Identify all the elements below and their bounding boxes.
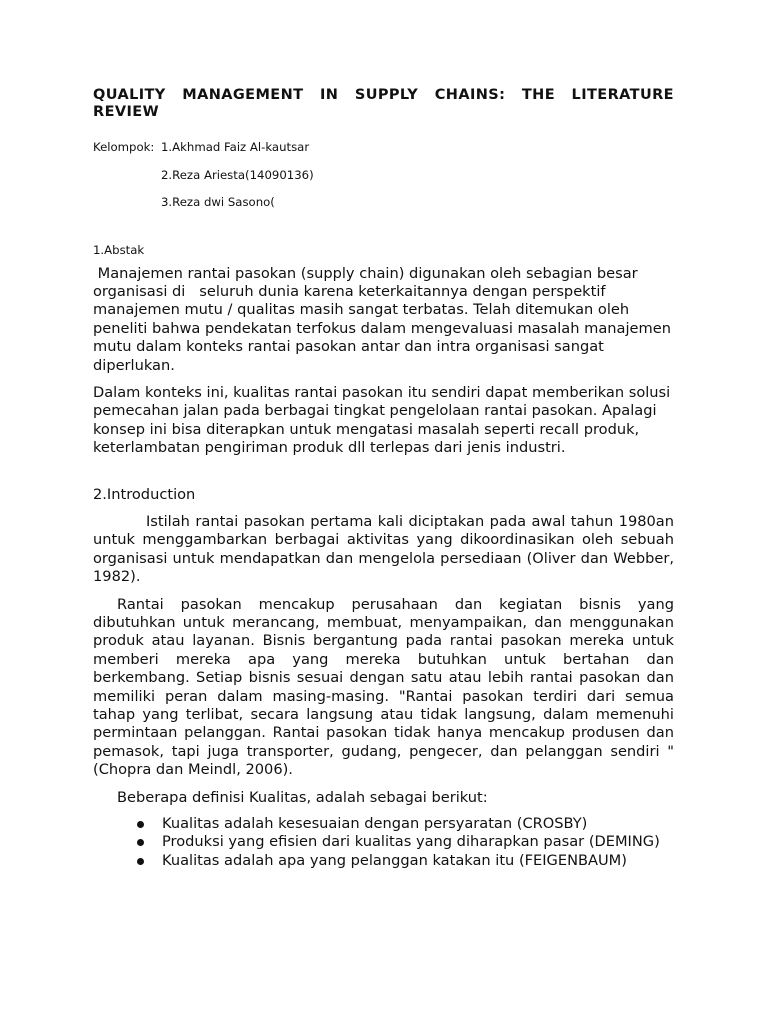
list-item — [93, 852, 674, 870]
author-name: 1.Akhmad Faiz Al-kautsar — [161, 140, 310, 154]
list-item-text: Kualitas adalah apa yang pelanggan katakan itu (FEIGENBAUM) — [162, 851, 627, 869]
author-name: 2.Reza Ariesta(14090136) — [161, 167, 314, 182]
author-row — [93, 195, 674, 223]
list-item — [93, 833, 674, 851]
author-row — [93, 168, 674, 196]
abstract-heading: 1.Abstak — [93, 242, 145, 257]
quality-definitions-list — [93, 815, 674, 870]
list-item — [93, 815, 674, 833]
introduction-paragraph: Beberapa definisi Kualitas, adalah sebagai berikut: — [117, 788, 488, 806]
abstract-paragraph: Dalam konteks ini, kualitas rantai pasokan itu sendiri dapat memberikan solusi pemecahan jalan pada berbagai tingkat pengelolaan rantai pasokan. Apalagi konsep ini bisa diterapkan untuk mengatasi masalah seperti recall produk, keterlambatan pengiriman produk dll terlepas dari jenis industri. — [93, 383, 671, 457]
bullet-icon — [137, 821, 144, 828]
group-label: Kelompok: — [93, 140, 155, 154]
document-title: QUALITY MANAGEMENT IN SUPPLY CHAINS: THE LITERATURE REVIEW — [93, 87, 674, 120]
introduction-paragraph: Istilah rantai pasokan pertama kali diciptakan pada awal tahun 1980an untuk menggambarkan berbagai aktivitas yang dikoordinasikan oleh sebuah organisasi untuk mendapatkan dan mengelola persediaan (Oliver dan Webber, 1982). — [93, 512, 674, 586]
list-item-text: Kualitas adalah kesesuaian dengan persyaratan (CROSBY) — [162, 815, 588, 833]
author-list — [93, 140, 674, 223]
author-name: 3.Reza dwi Sasono( — [161, 195, 275, 209]
bullet-icon — [137, 858, 144, 865]
introduction-paragraph: Rantai pasokan mencakup perusahaan dan kegiatan bisnis yang dibutuhkan untuk merancang, membuat, menyampaikan, dan menggunakan produk atau layanan. Bisnis bergantung pada rantai pasokan mereka untuk memberi mereka apa yang mereka butuhkan untuk bertahan dan berkembang. Setiap bisnis sesuai dengan satu atau lebih rantai pasokan dan memiliki peran dalam masing-masing. "Rantai pasokan terdiri dari semua tahap yang terlibat, secara langsung atau tidak langsung, dalam memenuhi permintaan pelanggan. Rantai pasokan tidak hanya mencakup produsen dan pemasok, tapi juga transporter, gudang, pengecer, dan pelanggan sendiri "(Chopra dan Meindl, 2006). — [93, 595, 674, 779]
bullet-icon — [137, 839, 144, 846]
author-row — [93, 140, 674, 168]
document-page — [93, 86, 674, 870]
introduction-heading: 2.Introduction — [93, 485, 196, 503]
list-item-text: Produksi yang efisien dari kualitas yang diharapkan pasar (DEMING) — [162, 833, 660, 851]
abstract-paragraph: Manajemen rantai pasokan (supply chain) digunakan oleh sebagian besar organisasi di seluruh dunia karena keterkaitannya dengan perspektif manajemen mutu / qualitas masih sangat terbatas. Telah ditemukan oleh peneliti bahwa pendekatan terfokus dalam mengevaluasi masalah manajemen mutu dalam konteks rantai pasokan antar dan intra organisasi sangat diperlukan. — [93, 264, 676, 374]
